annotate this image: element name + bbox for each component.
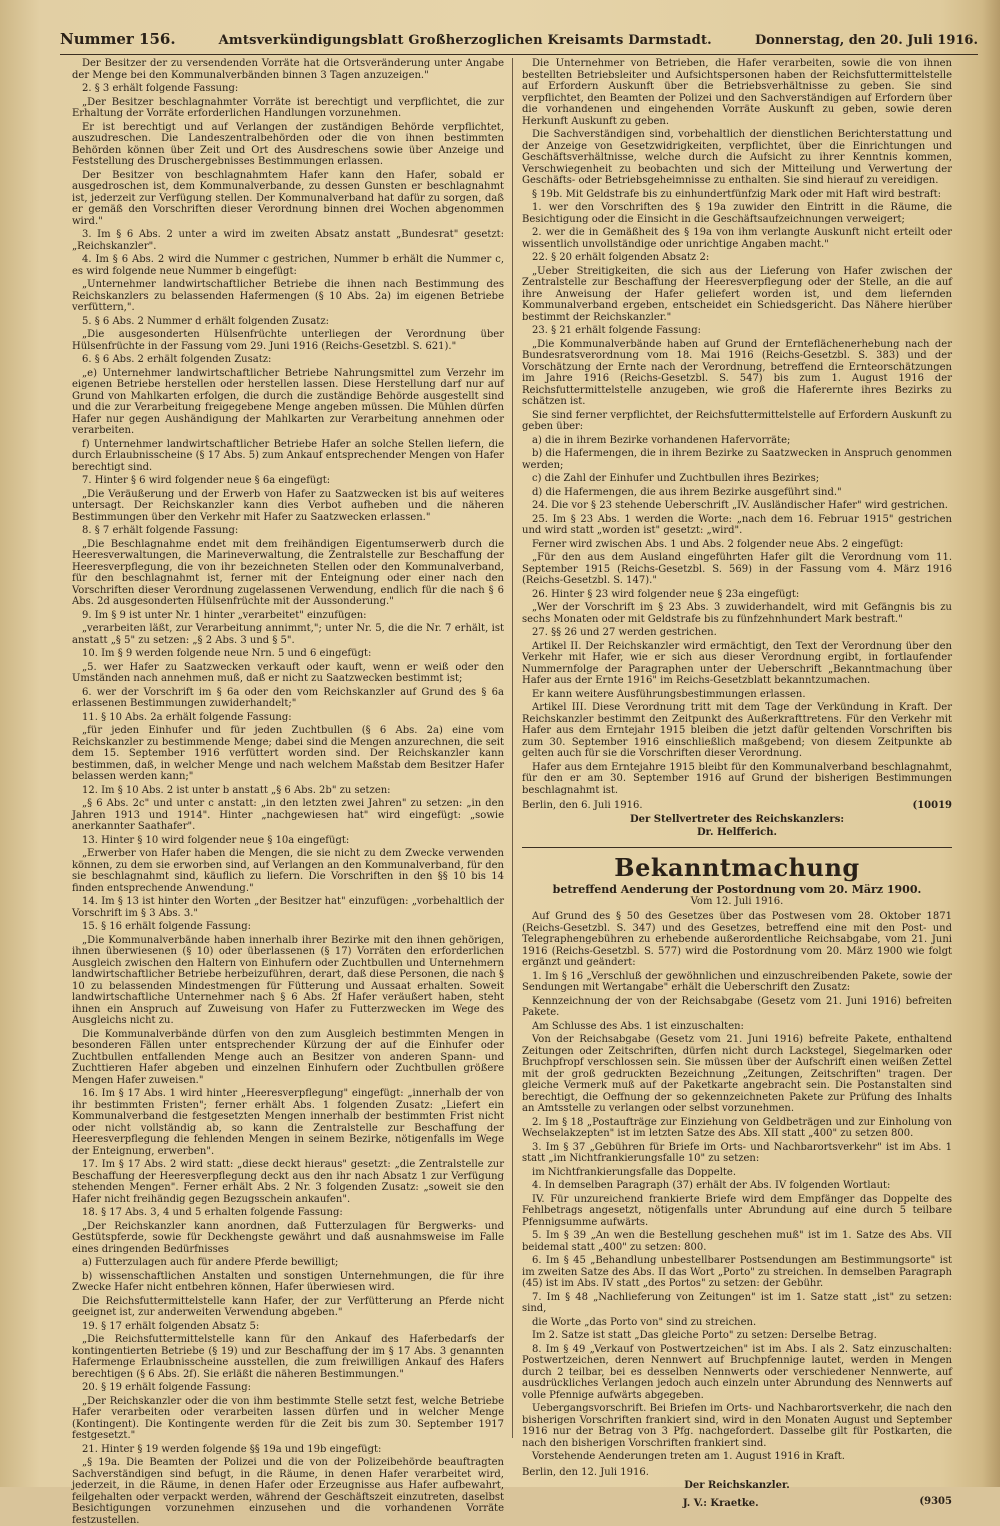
paragraph: 8. § 7 erhält folgende Fassung: <box>82 525 239 536</box>
column-divider <box>512 58 513 1438</box>
paragraph: c) die Zahl der Einhufer und Zuchtbullen ihres Bezirkes; <box>532 473 820 484</box>
paragraph: b) die Hafermengen, die in ihrem Bezirke zu Saatzwecken in Anspruch genommen werden; <box>522 448 952 471</box>
paragraph: 7. Im § 48 „Nachlieferung von Zeitungen" ist im 1. Satze statt „ist" zu setzen: sind, <box>522 1291 952 1314</box>
paragraph: „Die Reichsfuttermittelstelle kann für den Ankauf des Haferbedarfs der kontingentierten Betriebe (§ 19) und zur Beschaffung der im § 17 Abs. 3 genannten Hafermenge Erlaubnisscheine ausstellen, die zum freiwilligen Ankauf des Hafers berechtigen (§ 6 Abs. 2f). Sie erläßt die näheren Bestimmungen." <box>72 1334 504 1380</box>
paragraph: d) die Hafermengen, die aus ihrem Bezirke ausgeführt sind." <box>532 486 842 498</box>
paragraph: 27. §§ 26 und 27 werden gestrichen. <box>532 627 717 638</box>
paragraph: Vorstehende Aenderungen treten am 1. August 1916 in Kraft. <box>532 1451 845 1462</box>
paragraph: Hafer aus dem Erntejahre 1915 bleibt für den Kommunalverband beschlagnahmt, für den er am 30. September 1916 auf Grund der bisherigen Bestimmungen beschlagnahmt ist. <box>522 761 952 796</box>
paragraph: 2. § 3 erhält folgende Fassung: <box>82 83 239 94</box>
paragraph: 23. § 21 erhält folgende Fassung: <box>532 325 701 336</box>
issue-date: Donnerstag, den 20. Juli 1916. <box>754 33 978 48</box>
paragraph: „verarbeiten läßt, zur Verarbeitung annimmt,"; unter Nr. 5, die die Nr. 7 erhält, ist anstatt „§ 5" zu setzen: „§ 2 Abs. 3 und § 5". <box>72 623 504 646</box>
paragraph: „Ueber Streitigkeiten, die sich aus der Lieferung von Hafer zwischen der Zentralstelle zur Beschaffung der Heeresverpflegung oder der Stelle, an die auf ihre Anweisung der Hafer geliefert worden ist, und dem liefernden Kommunalverband ergeben, entscheidet ein Schiedsgericht. Das Nähere hierüber bestimmt der Reichskanzler." <box>522 265 952 323</box>
paragraph: 1. wer den Vorschriften des § 19a zuwider den Eintritt in die Räume, die Besichtigung oder die Einsicht in die Geschäftsaufzeichnungen verweigert; <box>522 202 952 225</box>
paragraph: 20. § 19 erhält folgende Fassung: <box>82 1382 251 1393</box>
paragraph: „Die Beschlagnahme endet mit dem freihändigen Eigentumserwerb durch die Heeresverwaltungen, die Marineverwaltung, die Zentralstelle zur Beschaffung der Heeresverpflegung, die von ihr bezeichneten Stellen oder den Kommunalverband, für den beschlagnahmt ist, ferner mit der Enteignung oder einer nach den Vorschriften dieser Verordnung zugelassenen Verwendung, endlich für die nach § 6 Abs. 2d ausgesonderten Hülsenfrüchte mit der Aussonderung." <box>72 538 504 607</box>
paragraph: „Die Kommunalverbände haben auf Grund der Ernteflächenerhebung nach der Bundesratsverordnung vom 18. Mai 1916 (Reichs-Gesetzbl. S. 383) und der Vorschätzung der Ernte nach der Verordnung, betreffend die Ernteorschätzungen im Jahre 1916 (Reichs-Gesetzbl. S. 547) bis zum 1. August 1916 der Reichsfuttermittelstelle anzugeben, wie groß die Haferernte ihres Bezirks zu schätzen ist. <box>522 338 952 407</box>
paragraph: 5. § 6 Abs. 2 Nummer d erhält folgenden Zusatz: <box>82 315 329 327</box>
notice-ref-number: (9305 <box>919 1495 952 1507</box>
signature-line-1 <box>522 800 952 812</box>
paragraph: „Erwerber von Hafer haben die Mengen, die sie nicht zu dem Zwecke verwenden können, zu dem sie erworben sind, auf Verlangen an den Kommunalverband, für den sie beschlagnahmt sind, käuflich zu liefern. Die Vorschriften in den §§ 10 bis 14 finden entsprechende Anwendung." <box>72 848 504 894</box>
paragraph: Ferner wird zwischen Abs. 1 und Abs. 2 folgender neue Abs. 2 eingefügt: <box>532 538 904 550</box>
paragraph: Artikel III. Diese Verordnung tritt mit dem Tage der Verkündung in Kraft. Der Reichskanzler bestimmt den Zeitpunkt des Außerkrafttretens. Für den Verkehr mit Hafer aus dem Erntejahr 1915 bleiben die jetzt dafür geltenden Vorschriften bis zum 30. September 1916 einschließlich maßgebend; von diesem Zeitpunkte ab gelten auch für sie die Vorschriften dieser Verordnung. <box>522 702 952 759</box>
paragraph: „Die Kommunalverbände haben innerhalb ihrer Bezirke mit den ihnen gehörigen, ihnen überwiesenen (§ 10) oder überlassenen (§ 17) Vorräten den erforderlichen Ausgleich zwischen den Haltern von Einhufern oder Zuchtbullen und Unternehmern landwirtschaftlicher Betriebe herbeizuführen, derart, daß diese Personen, die nach § 10 zu belassenden Mindestmengen für Fütterung und Aussaat erhalten. Soweit landwirtschaftliche Unternehmer nach § 6 Abs. 2f Hafer veräußert haben, steht ihnen ein Anspruch auf Zuweisung von Hafer zu Futterzwecken im Wege des Ausgleichs nicht zu. <box>72 934 504 1026</box>
paragraph: 5. Im § 39 „An wen die Bestellung geschehen muß" ist im 1. Satze des Abs. VII beidemal statt „400" zu setzen: 800. <box>522 1230 952 1253</box>
paragraph: Die Reichsfuttermittelstelle kann Hafer, der zur Verfütterung an Pferde nicht geeignet ist, zur anderweiten Verwendung abgeben." <box>72 1295 504 1318</box>
paragraph: 13. Hinter § 10 wird folgender neue § 10a eingefügt: <box>82 834 350 846</box>
sign-ref-number: (10019 <box>912 800 952 811</box>
paragraph: Er ist berechtigt und auf Verlangen der zuständigen Behörde verpflichtet, auszudreschen. Die Landeszentralbehörden oder die von ihnen bestimmten Behörden können über Zeit und Ort des Ausdreschens sowie über Anzeige und Feststellung des Druschergebnisses Bestimmungen erlassen. <box>72 121 504 167</box>
paragraph: 22. § 20 erhält folgenden Absatz 2: <box>532 252 710 263</box>
paragraph: die Worte „das Porto von" sind zu streichen. <box>532 1316 757 1328</box>
paragraph: 3. Im § 37 „Gebühren für Briefe im Orts- und Nachbarortsverkehr" ist im Abs. 1 statt „im Nichtfrankierungsfalle 10" zu setzen: <box>522 1141 952 1164</box>
paragraph: 6. Im § 45 „Behandlung unbestellbarer Postsendungen am Bestimmungsorte" ist im zweiten Satze des Abs. II das Wort „Porto" zu streichen. In demselben Paragraph (45) ist im Abs. IV statt „des Portos" zu setzen: der Gebühr. <box>522 1255 952 1289</box>
paragraph: a) die in ihrem Bezirke vorhandenen Hafervorräte; <box>532 434 791 446</box>
section-separator <box>522 847 952 849</box>
paragraph: „Die Veräußerung und der Erwerb von Hafer zu Saatzwecken ist bis auf weiteres untersagt. Der Reichskanzler kann dies Verbot aufheben und die näheren Bestimmungen über den Verkehr mit Hafer zu Saatzwecken erlassen." <box>72 488 504 523</box>
paragraph: „5. wer Hafer zu Saatzwecken verkauft oder kauft, wenn er weiß oder den Umständen nach annehmen muß, daß er nicht zu Saatzwecken bestimmt ist; <box>72 661 504 684</box>
paragraph: f) Unternehmer landwirtschaftlicher Betriebe Hafer an solche Stellen liefern, die durch Erlaubnisscheine (§ 17 Abs. 5) zum Ankauf entsprechender Mengen von Hafer berechtigt sind. <box>72 438 504 473</box>
paragraph: „§ 6 Abs. 2c" und unter c anstatt: „in den letzten zwei Jahren" zu setzen: „in den Jahren 1913 und 1914". Hinter „nachgewiesen hat" wird eingefügt: „sowie anerkannter Saathafer". <box>72 798 504 832</box>
notice-date: Vom 12. Juli 1916. <box>690 895 784 907</box>
paragraph: „Der Reichskanzler oder die von ihm bestimmte Stelle setzt fest, welche Betriebe Hafer verarbeiten oder verarbeiten lassen dürfen und in welcher Menge (Kontingent). Die Kontingente werden für die Zeit bis zum 30. September 1917 festgesetzt." <box>72 1395 504 1441</box>
paragraph: 24. Die vor § 23 stehende Ueberschrift „IV. Ausländischer Hafer" wird gestrichen. <box>532 500 948 511</box>
paragraph: 4. Im § 6 Abs. 2 wird die Nummer c gestrichen, Nummer b erhält die Nummer c, es wird folgende neue Nummer b eingefügt: <box>72 254 504 277</box>
paragraph: Von der Reichsabgabe (Gesetz vom 21. Juni 1916) befreite Pakete, enthaltend Zeitungen oder Zeitschriften, dürfen nicht durch Lackstegel, Siegelmarken oder Bruchpfropf verschlossen sein. Sie müssen über der Aufschrift einen weißen Zettel mit der groß gedruckten Bezeichnung „Zeitungen, Zeitschriften" tragen. Der gleiche Vermerk muß auf der Paketkarte angebracht sein. Die Postanstalten sind berechtigt, die Oeffnung der so gekennzeichneten Pakete zur Prüfung des Inhalts an Amtsstelle zu verlangen oder selbst vorzunehmen. <box>522 1034 952 1114</box>
paragraph: 8. Im § 49 „Verkauf von Postwertzeichen" ist im Abs. I als 2. Satz einzuschalten: Postwertzeichen, deren Nennwert auf Bruchpfennige lautet, werden in Mengen durch 2 teilbar, bei es desselben Nennwerts oder verschiedener Nennwerte, auf ausdrückliches Verlangen jedoch auch einzeln unter Abrundung des Nennwerts auf volle Pfennige aufwärts abgegeben. <box>522 1343 952 1401</box>
notice-signer-deputy: J. V.: Kraetke. <box>682 1497 759 1509</box>
paragraph: Er kann weitere Ausführungsbestimmungen erlassen. <box>532 688 806 700</box>
paragraph: Uebergangsvorschrift. Bei Briefen im Orts- und Nachbarortsverkehr, die nach den bisherigen Vorschriften frankiert sind, wird in den Monaten August und September 1916 nur der Betrag von 3 Pfg. nachgefordert. Dasselbe gilt für Postkarten, die nach den bisherigen Vorschriften frankiert sind. <box>522 1403 952 1449</box>
issue-number: Nummer 156. <box>60 30 176 48</box>
paragraph: „Unternehmer landwirtschaftlicher Betriebe die ihnen nach Bestimmung des Reichskanzlers zu belassenden Hafermengen (§ 10 Abs. 2a) im eigenen Betriebe verfüttern,". <box>72 279 504 313</box>
page-edge-shadow <box>982 0 1000 1487</box>
paragraph: 6. § 6 Abs. 2 erhält folgenden Zusatz: <box>82 354 272 365</box>
signer-role: Der Stellvertreter des Reichskanzlers: <box>629 813 845 825</box>
paragraph: 7. Hinter § 6 wird folgender neue § 6a eingefügt: <box>82 475 331 486</box>
ordinance-continuation <box>522 58 952 796</box>
paragraph: 3. Im § 6 Abs. 2 unter a wird im zweiten Absatz anstatt „Bundesrat" gesetzt: „Reichskanzler". <box>72 229 504 252</box>
paragraph: 9. Im § 9 ist unter Nr. 1 hinter „verarbeitet" einzufügen: <box>82 609 367 621</box>
paragraph: „e) Unternehmer landwirtschaftlicher Betriebe Nahrungsmittel zum Verzehr im eigenen Betriebe herstellen oder herstellen lassen. Diese Herstellung darf nur auf Grund von Mahlkarten erfolgen, die durch die zuständige Behörde ausgestellt sind und die zur Verarbeitung freigegebene Menge angeben müssen. Die Mühlen dürfen Hafer nur gegen Aushändigung der Mahlkarten zur Verarbeitung annehmen oder verarbeiten. <box>72 367 504 436</box>
paragraph: 17. Im § 17 Abs. 2 wird statt: „diese deckt hieraus" gesetzt: „die Zentralstelle zur Beschaffung der Heeresverpflegung deckt aus den ihr nach Absatz 1 zur Verfügung stehenden Mengen". Ferner erhält Abs. 2 Nr. 3 folgenden Zusatz: „soweit sie den Hafer nicht freihändig gegen Bezugsschein ankaufen". <box>72 1159 504 1205</box>
notice-place-date: Berlin, den 12. Juli 1916. <box>522 1466 649 1478</box>
paragraph: Artikel II. Der Reichskanzler wird ermächtigt, den Text der Verordnung über den Verkehr mit Hafer, wie er sich aus dieser Verordnung ergibt, in fortlaufender Nummernfolge der Paragraphen unter der Ueberschrift „Bekanntmachung über Hafer aus der Ernte 1916" im Reichs-Gesetzblatt bekanntzumachen. <box>522 640 952 686</box>
left-column <box>72 58 504 1526</box>
notice-body <box>522 911 952 1463</box>
paragraph: 12. Im § 10 Abs. 2 ist unter b anstatt „§ 6 Abs. 2b" zu setzen: <box>82 784 391 796</box>
paragraph: 19. § 17 erhält folgenden Absatz 5: <box>82 1320 260 1332</box>
paragraph: „Die ausgesonderten Hülsenfrüchte unterliegen der Verordnung über Hülsenfrüchte in der Fassung vom 29. Juni 1916 (Reichs-Gesetzbl. S. 621)." <box>72 329 504 352</box>
paragraph: 26. Hinter § 23 wird folgender neue § 23a eingefügt: <box>532 588 800 600</box>
paragraph: 1. Im § 16 „Verschluß der gewöhnlichen und einzuschreibenden Pakete, sowie der Sendungen mit Wertangabe" erhält die Ueberschrift den Zusatz: <box>522 970 952 993</box>
paragraph: 11. § 10 Abs. 2a erhält folgende Fassung: <box>82 711 292 723</box>
sign-place-date: Berlin, den 6. Juli 1916. <box>522 800 643 811</box>
paragraph: § 19b. Mit Geldstrafe bis zu einhundertfünfzig Mark oder mit Haft wird bestraft: <box>532 188 942 200</box>
paragraph: IV. Für unzureichend frankierte Briefe wird dem Empfänger das Doppelte des Fehlbetrags angesetzt, nötigenfalls unter Abrundung auf eine durch 5 teilbare Pfennigsumme aufwärts. <box>522 1193 952 1228</box>
notice-signer: Der Reichskanzler. <box>684 1480 790 1491</box>
paragraph: 15. § 16 erhält folgende Fassung: <box>82 921 251 932</box>
paragraph: „für jeden Einhufer und für jeden Zuchtbullen (§ 6 Abs. 2a) eine vom Reichskanzler zu bestimmende Menge; dabei sind die Mengen anzurechnen, die seit dem 15. September 1916 verfüttert worden sind. Der Reichskanzler kann bestimmen, daß, in welcher Menge und nach welchem Maßstab dem Besitzer Hafer belassen werden kann;" <box>72 725 504 782</box>
paragraph: „Der Besitzer beschlagnahmter Vorräte ist berechtigt und verpflichtet, die zur Erhaltung der Vorräte erforderlichen Handlungen vorzunehmen. <box>72 96 504 119</box>
paragraph: „Wer der Vorschrift im § 23 Abs. 3 zuwiderhandelt, wird mit Gefängnis bis zu sechs Monaten oder mit Geldstrafe bis zu fünfzehnhundert Mark bestraft." <box>522 602 952 625</box>
right-column <box>522 58 952 1509</box>
paragraph: Auf Grund des § 50 des Gesetzes über das Postwesen vom 28. Oktober 1871 (Reichs-Gesetzbl. S. 347) und des Gesetzes, betreffend eine mit den Post- und Telegraphengebühren zu erhebende außerordentliche Reichsabgabe, vom 21. Juni 1916 (Reichs-Gesetzbl. S. 577) wird die Postordnung vom 20. März 1900 wie folgt ergänzt und geändert: <box>522 911 952 968</box>
publication-title: Amtsverkündigungsblatt Großherzoglichen Kreisamts Darmstadt. <box>218 33 712 48</box>
notice-title: Bekanntmachung <box>614 853 860 882</box>
paragraph: 2. Im § 18 „Postaufträge zur Einziehung von Geldbeträgen und zur Einholung von Wechselakzepten" ist im letzten Satze des Abs. XII statt „400" zu setzen 800. <box>522 1116 952 1139</box>
paragraph: Im 2. Satze ist statt „Das gleiche Porto" zu setzen: Derselbe Betrag. <box>532 1330 877 1341</box>
paragraph: b) wissenschaftlichen Anstalten und sonstigen Unternehmungen, die für ihre Zwecke Hafer nicht entbehren können, Hafer überwiesen wird. <box>72 1270 504 1293</box>
paragraph: Der Besitzer von beschlagnahmtem Hafer kann den Hafer, sobald er ausgedroschen ist, dem Kommunalverbande, zu dessen Gunsten er beschlagnahmt ist, jederzeit zur Verfügung stellen. Der Kommunalverband hat dafür zu sorgen, daß er gemäß den Vorschriften dieser Verordnung binnen drei Wochen abgenommen wird." <box>72 169 504 227</box>
paragraph: 25. Im § 23 Abs. 1 werden die Worte: „nach dem 16. Februar 1915" gestrichen und wird statt „worden ist" gesetzt: „wird". <box>522 513 952 536</box>
paragraph: „Für den aus dem Ausland eingeführten Hafer gilt die Verordnung vom 11. September 1915 (Reichs-Gesetzbl. S. 569) in der Fassung vom 4. März 1916 (Reichs-Gesetzbl. S. 147)." <box>522 552 952 586</box>
paragraph: 21. Hinter § 19 werden folgende §§ 19a und 19b eingefügt: <box>82 1443 382 1455</box>
paragraph: a) Futterzulagen auch für andere Pferde bewilligt; <box>82 1257 339 1268</box>
paragraph: Der Besitzer der zu versendenden Vorräte hat die Ortsveränderung unter Angabe der Menge bei den Kommunalverbänden binnen 3 Tagen anzuzeigen." <box>72 58 504 81</box>
paragraph: im Nichtfrankierungsfalle das Doppelte. <box>532 1166 737 1178</box>
signature-line-3 <box>522 1496 952 1512</box>
paragraph: Die Unternehmer von Betrieben, die Hafer verarbeiten, sowie die von ihnen bestellten Betriebsleiter und Aufsichtspersonen haben der Reichsfuttermittelstelle auf Erfordern Auskunft über die Betriebsverhältnisse zu geben. Sie sind verpflichtet, den Beamten der Polizei und den Sachverständigen auf Erfordern über die vorhandenen und eingehenden Vorräte Auskunft zu geben, sowie deren Herkunft Auskunft zu geben. <box>522 58 952 127</box>
paragraph: Am Schlusse des Abs. 1 ist einzuschalten: <box>532 1020 744 1032</box>
paragraph: Die Sachverständigen sind, vorbehaltlich der dienstlichen Berichterstattung und der Anzeige von Gesetzwidrigkeiten, verpflichtet, über die Einrichtungen und Geschäftsverhältnisse, welche durch die Aufsicht zu ihrer Kenntnis kommen, Verschwiegenheit zu beobachten und sich der Mitteilung und Verwertung der Geschäfts- oder Betriebsgeheimnisse zu enthalten. Sie sind hierauf zu vereidigen. <box>522 129 952 186</box>
paragraph: 4. In demselben Paragraph (37) erhält der Abs. IV folgenden Wortlaut: <box>532 1180 891 1191</box>
paragraph: Sie sind ferner verpflichtet, der Reichsfuttermittelstelle auf Erfordern Auskunft zu geben über: <box>522 409 952 432</box>
notice-subtitle: betreffend Aenderung der Postordnung vom 20. März 1900. <box>552 883 922 896</box>
paragraph: 10. Im § 9 werden folgende neue Nrn. 5 und 6 eingefügt: <box>82 648 372 659</box>
paragraph: Die Kommunalverbände dürfen von den zum Ausgleich bestimmten Mengen in besonderen Fällen unter entsprechender Kürzung der auf die Einhufer oder Zuchtbullen entfallenden Menge auch an Besitzer von anderen Spann- und Zuchttieren Hafer abgeben und einzelnen Einhufern oder Zuchtbullen größere Mengen Hafer zuweisen." <box>72 1028 504 1086</box>
signature-line-2 <box>522 1467 952 1479</box>
paragraph: 18. § 17 Abs. 3, 4 und 5 erhalten folgende Fassung: <box>82 1207 343 1218</box>
paragraph: 2. wer die in Gemäßheit des § 19a von ihm verlangte Auskunft nicht erteilt oder wissentlich unvollständige oder unrichtige Angaben macht." <box>522 227 952 250</box>
paragraph: Kennzeichnung der von der Reichsabgabe (Gesetz vom 21. Juni 1916) befreiten Pakete. <box>522 995 952 1018</box>
signer-name: Dr. Helfferich. <box>696 827 778 838</box>
paragraph: „§ 19a. Die Beamten der Polizei und die von der Polizeibehörde beauftragten Sachverständigen sind befugt, in die Räume, in denen Hafer verarbeitet wird, jederzeit, in die Räume, in denen Hafer oder Erzeugnisse aus Hafer aufbewahrt, feilgehalten oder verpackt werden, während der Geschäftszeit einzutreten, daselbst Besichtigungen vorzunehmen einzusehen und die vorhandenen Vorräte festzustellen. <box>72 1457 504 1526</box>
paragraph: „Der Reichskanzler kann anordnen, daß Futterzulagen für Bergwerks- und Gestütspferde, sowie für Deckhengste gewährt und daß ausnahmsweise im Falle eines dringenden Bedürfnisses <box>72 1220 504 1255</box>
page-header <box>60 30 978 55</box>
paragraph: 16. Im § 17 Abs. 1 wird hinter „Heeresverpflegung" eingefügt: „innerhalb der von ihr bestimmten Fristen"; ferner erhält Abs. 1 folgenden Zusatz: „Liefert ein Kommunalverband die festgesetzten Mengen innerhalb der bestimmten Frist nicht oder nicht vollständig ab, so kann die Zentralstelle zur Beschaffung der Heeresverpflegung die fehlenden Mengen in seinem Bezirke, nötigenfalls im Wege der Enteignung, erwerben". <box>72 1088 504 1157</box>
paragraph: 6. wer der Vorschrift im § 6a oder den vom Reichskanzler auf Grund des § 6a erlassenen Bestimmungen zuwiderhandelt;" <box>72 686 504 709</box>
paragraph: 14. Im § 13 ist hinter den Worten „der Besitzer hat" einzufügen: „vorbehaltlich der Vorschrift im § 3 Abs. 3." <box>72 896 504 919</box>
